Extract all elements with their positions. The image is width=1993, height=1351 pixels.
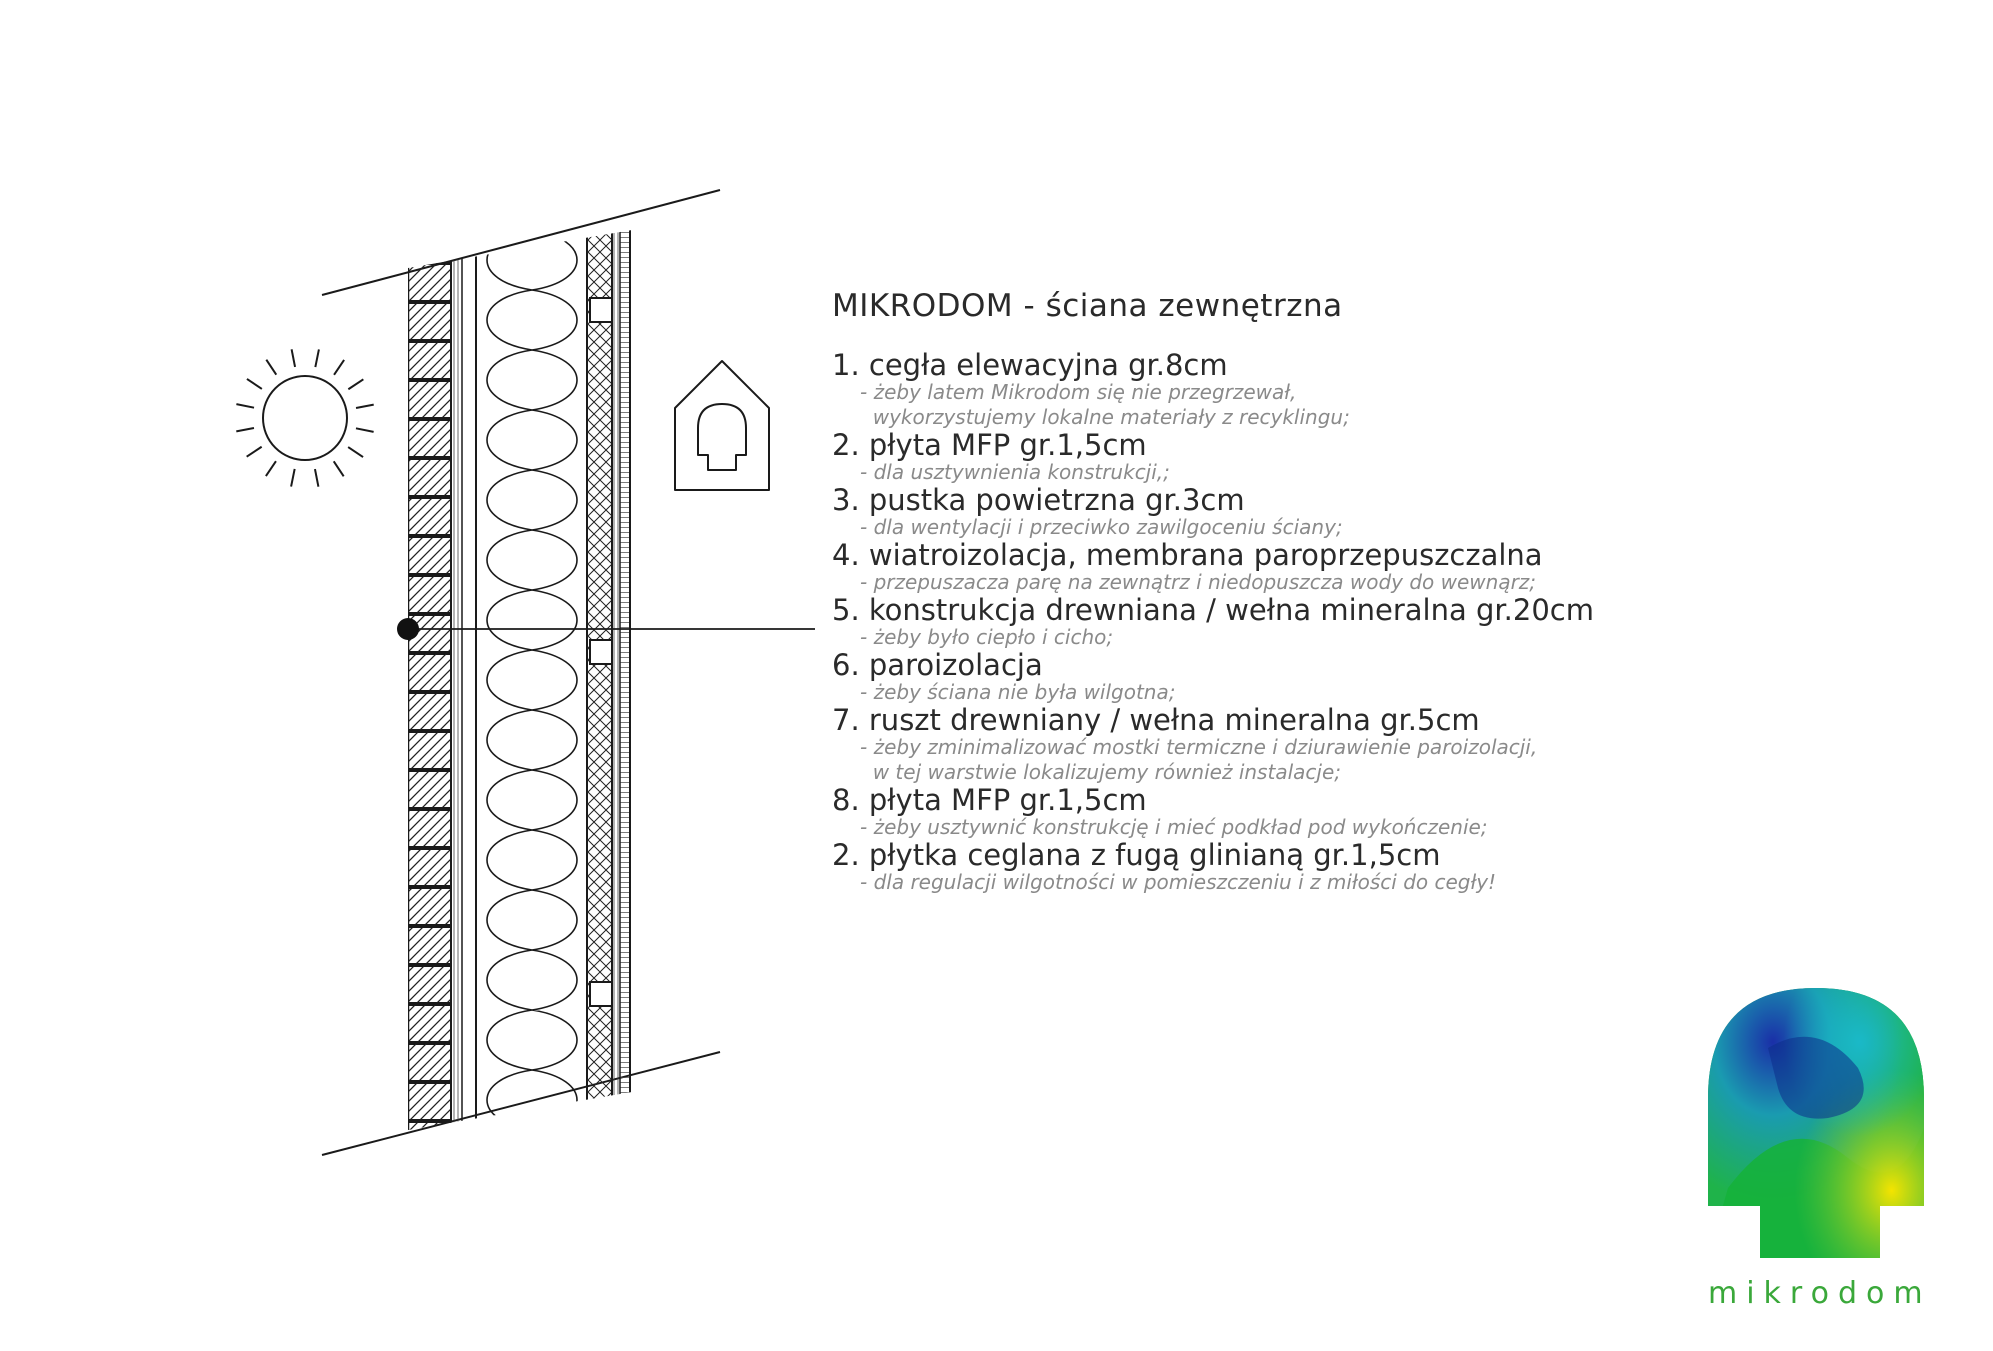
layer-label: 5. konstrukcja drewniana / wełna mineralna gr.20cm [832,593,1594,627]
house-icon [675,361,769,490]
layer-label: 4. wiatroizolacja, membrana paroprzepuszczalna [832,538,1543,572]
brick-layer [408,200,451,1160]
mikrodom-logo-icon [1708,988,1924,1258]
sun-icon [236,349,373,486]
logo-wordmark: mikrodom [1708,1276,1932,1311]
layer-label: 1. cegła elewacyjna gr.8cm [832,348,1228,382]
batten-layer [587,200,612,1160]
layer-label: 7. ruszt drewniany / wełna mineralna gr.5cm [832,703,1480,737]
layer-note: - żeby zminimalizować mostki termiczne i dziurawienie paroizolacji, w tej warstwie lokalizujemy również instalacje; [860,735,1538,784]
layer-note: - przepuszacza parę na zewnątrz i niedopuszcza wody do wewnąrz; [860,570,1537,594]
layer-item [832,350,1832,430]
layer-label: 2. płytka ceglana z fugą glinianą gr.1,5cm [832,838,1441,872]
layer-item [832,705,1832,785]
layer-note: - żeby było ciepło i cicho; [860,625,1114,649]
layer-item [832,785,1832,840]
layer-label: 2. płyta MFP gr.1,5cm [832,428,1147,462]
mfp-board-layer [451,200,462,1160]
layer-item [832,540,1832,595]
layer-label: 8. płyta MFP gr.1,5cm [832,783,1147,817]
layer-label: 6. paroizolacja [832,648,1043,682]
layer-note: - dla wentylacji i przeciwko zawilgoceniu ściany; [860,515,1343,539]
layer-note: - żeby ściana nie była wilgotna; [860,680,1176,704]
layer-item [832,430,1832,485]
layer-label: 3. pustka powietrzna gr.3cm [832,483,1245,517]
legend-title: MIKRODOM - ściana zewnętrzna [832,288,1343,324]
mineral-wool-layer [487,200,587,1190]
layer-note: - dla usztywnienia konstrukcji,; [860,460,1170,484]
layer-item [832,840,1832,895]
layer-list [832,350,1832,895]
inner-finish-layer [612,200,630,1160]
layer-note: - żeby latem Mikrodom się nie przegrzewał, wykorzystujemy lokalne materiały z recyklingu; [860,380,1350,429]
top-cut-line [322,190,720,295]
layer-note: - dla regulacji wilgotności w pomieszczeniu i z miłości do cegły! [860,870,1497,894]
legend [832,288,1832,895]
layer-item [832,595,1832,650]
layer-item [832,485,1832,540]
layer-note: - żeby usztywnić konstrukcję i mieć podkład pod wykończenie; [860,815,1488,839]
layer-item [832,650,1832,705]
section-marker-dot [397,618,419,640]
